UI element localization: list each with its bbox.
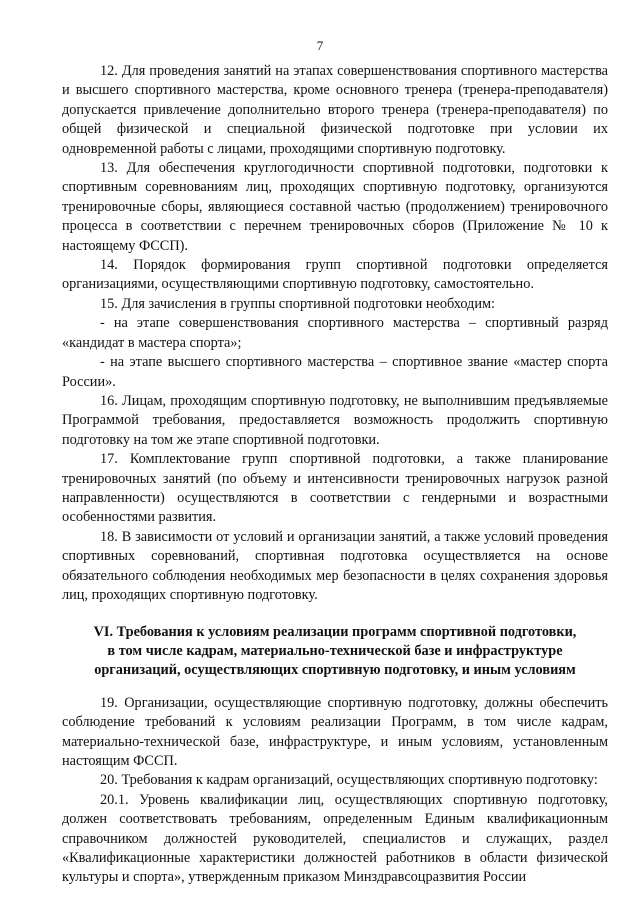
paragraph-12: 12. Для проведения занятий на этапах совершенствования спортивного мастерства и высшего спортивного мастерства, кроме основного тренера (тренера-преподавателя) допускается привлечение дополнительно второго тренера (тренера-преподавателя) по общей физической и специальной физической подготовке при условии их одновременной работы с лицами, проходящими спортивную подготовку. — [62, 63, 608, 157]
paragraph-20: 20. Требования к кадрам организаций, осуществляющих спортивную подготовку: — [100, 772, 598, 789]
paragraph-19: 19. Организации, осуществляющие спортивную подготовку, должны обеспечить соблюдение требований к условиям реализации Программ, в том числе кадрам, материально-технической базе, инфраструктуре, и иным условиям, установленным настоящим ФССП. — [62, 694, 608, 769]
paragraph-13: 13. Для обеспечения круглогодичности спортивной подготовки, подготовки к спортивным соревнованиям лиц, проходящих спортивную подготовку, организуются тренировочные сборы, являющиеся составной частью (продолжением) тренировочного процесса в соответствии с перечнем тренировочных сборов (Приложение № 10 к настоящему ФССП). — [62, 160, 608, 254]
list-item-vsm: - на этапе высшего спортивного мастерства – спортивное звание «мастер спорта России». — [62, 354, 608, 390]
list-item-csm: - на этапе совершенствования спортивного мастерства – спортивный разряд «кандидат в мастера спорта»; — [62, 315, 608, 351]
paragraph-17: 17. Комплектование групп спортивной подготовки, а также планирование тренировочных занятий (по объему и интенсивности тренировочных нагрузок разной направленности) осуществляются в соответствии с гендерными и возрастными особенностями развития. — [62, 451, 608, 526]
section-heading-line-3: организаций, осуществляющих спортивную подготовку, и иным условиям — [94, 661, 576, 678]
paragraph-14: 14. Порядок формирования групп спортивной подготовки определяется организациями, осуществляющими спортивную подготовку, самостоятельно. — [62, 257, 608, 293]
paragraph-15: 15. Для зачисления в группы спортивной подготовки необходим: — [100, 295, 495, 312]
section-heading-line-1: VI. Требования к условиям реализации программ спортивной подготовки, — [93, 624, 577, 641]
page-number: 7 — [316, 38, 324, 53]
paragraph-18: 18. В зависимости от условий и организации занятий, а также условий проведения спортивных соревнований, спортивная подготовка осуществляется на основе обязательного соблюдения необходимых мер безопасности в целях сохранения здоровья лиц, проходящих спортивную подготовку. — [62, 528, 608, 603]
paragraph-16: 16. Лицам, проходящим спортивную подготовку, не выполнившим предъявляемые Программой требования, предоставляется возможность продолжить спортивную подготовку на том же этапе спортивной подготовки. — [62, 392, 608, 448]
section-heading — [62, 623, 608, 679]
document-body — [62, 62, 608, 888]
section-heading-line-2: в том числе кадрам, материально-технической базе и инфраструктуре — [107, 643, 563, 660]
paragraph-20-1: 20.1. Уровень квалификации лиц, осуществляющих спортивную подготовку, должен соответствовать требованиям, определенным Единым квалификационным справочником должностей руководителей, специалистов и служащих, раздел «Квалификационные характеристики должностей работников в области физической культуры и спорта», утвержденным приказом Минздравсоцразвития России — [62, 791, 608, 886]
